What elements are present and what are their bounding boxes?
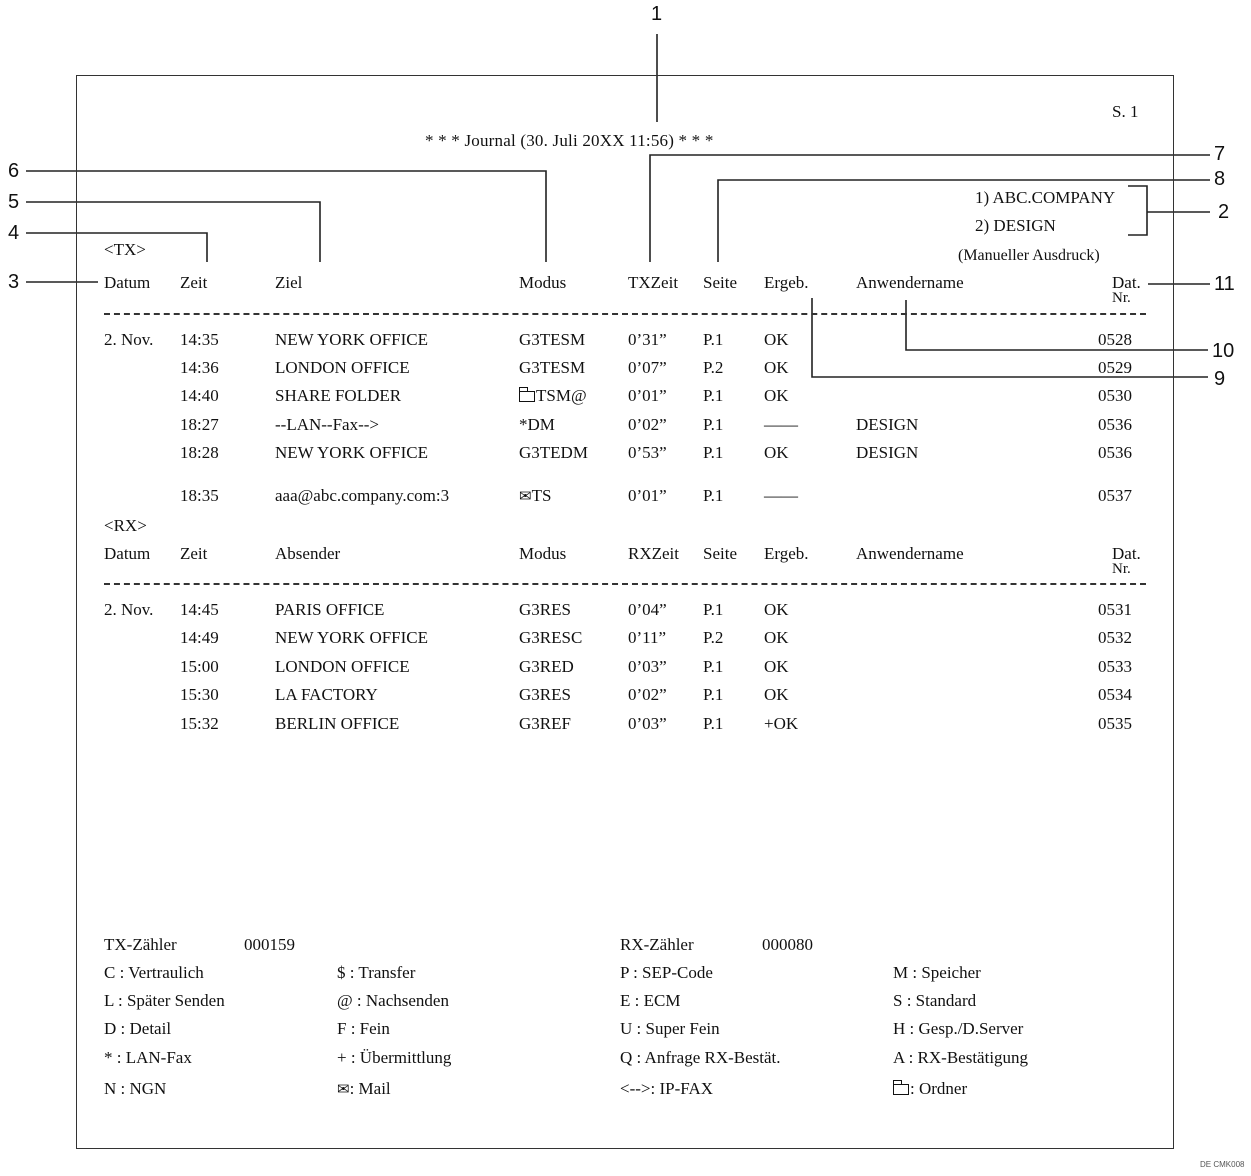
rx-header-divider — [104, 583, 1146, 585]
cell-time: 15:00 — [180, 657, 219, 676]
cell-dest: aaa@abc.company.com:3 — [275, 486, 450, 505]
cell-dest: LA FACTORY — [275, 685, 378, 704]
cell-result: +OK — [764, 714, 799, 733]
callout-5: 5 — [8, 191, 20, 213]
callout-1: 1 — [651, 3, 663, 25]
cell-file-no: 0531 — [1098, 600, 1132, 619]
cell-dest: SHARE FOLDER — [275, 386, 402, 405]
legend-item — [893, 1048, 1028, 1068]
cell-mode: G3TESM — [519, 358, 586, 377]
cell-dur: 0’31” — [628, 330, 667, 349]
cell-dur: 0’02” — [628, 415, 667, 434]
cell-dur: 0’04” — [628, 600, 667, 619]
rx-header-page: Seite — [703, 544, 737, 563]
folder-icon — [519, 391, 535, 402]
callout-2: 2 — [1218, 201, 1230, 223]
legend-item — [337, 1079, 391, 1100]
rx-counter-value: 000080 — [762, 935, 813, 954]
cell-time: 14:35 — [180, 330, 219, 349]
cell-file-no: 0536 — [1098, 415, 1132, 434]
cell-dest: NEW YORK OFFICE — [275, 443, 429, 462]
legend-item-label: + : Übermittlung — [337, 1048, 452, 1067]
tx-counter-value: 000159 — [244, 935, 295, 954]
cell-mode: G3RES — [519, 600, 571, 619]
cell-page: P.1 — [703, 386, 724, 405]
tx-header-time: Zeit — [180, 273, 208, 292]
cell-page: P.1 — [703, 600, 724, 619]
cell-file-no: 0534 — [1098, 685, 1132, 704]
callout-4: 4 — [8, 222, 20, 244]
legend-item — [104, 1048, 192, 1068]
cell-time: 14:49 — [180, 628, 219, 647]
cell-date: 2. Nov. — [104, 600, 154, 619]
tx-header-date: Datum — [104, 273, 151, 292]
tx-header-file-no-2: Nr. — [1112, 290, 1131, 306]
cell-mode: *DM — [519, 415, 555, 434]
legend-item — [104, 991, 225, 1011]
cell-time: 14:40 — [180, 386, 219, 405]
cell-mode: G3RED — [519, 657, 574, 676]
callout-8: 8 — [1214, 168, 1226, 190]
cell-time: 18:35 — [180, 486, 219, 505]
legend-item — [337, 991, 449, 1011]
cell-dest: NEW YORK OFFICE — [275, 628, 429, 647]
legend-item-label: A : RX-Bestätigung — [893, 1048, 1029, 1067]
legend-item-label: U : Super Fein — [620, 1019, 720, 1038]
legend-item-label: N : NGN — [104, 1079, 167, 1098]
cell-dest: --LAN--Fax--> — [275, 415, 379, 434]
cell-page: P.1 — [703, 443, 724, 462]
cell-result: —— — [764, 415, 798, 434]
cell-time: 18:27 — [180, 415, 219, 434]
cell-page: P.2 — [703, 358, 724, 377]
cell-user: DESIGN — [856, 415, 919, 434]
legend-item-label: S : Standard — [893, 991, 977, 1010]
cell-mode — [519, 386, 587, 406]
cell-time: 18:28 — [180, 443, 219, 462]
cell-dur: 0’53” — [628, 443, 667, 462]
cell-file-no: 0535 — [1098, 714, 1132, 733]
tx-header-page: Seite — [703, 273, 737, 292]
callout-7: 7 — [1214, 143, 1226, 165]
user-info-2: 2) DESIGN — [975, 216, 1056, 235]
legend-item-label: C : Vertraulich — [104, 963, 204, 982]
cell-page: P.1 — [703, 486, 724, 505]
legend-item — [893, 991, 976, 1011]
cell-mode: G3TESM — [519, 330, 586, 349]
legend-item-label: F : Fein — [337, 1019, 390, 1038]
tx-header-user: Anwendername — [856, 273, 964, 292]
cell-dur: 0’03” — [628, 657, 667, 676]
legend-item — [337, 1048, 451, 1068]
tx-header-file-no: Dat. — [1112, 273, 1141, 292]
rx-header-user: Anwendername — [856, 544, 964, 563]
cell-time: 14:45 — [180, 600, 219, 619]
cell-page: P.1 — [703, 714, 724, 733]
cell-result: OK — [764, 358, 789, 377]
legend-item-label: M : Speicher — [893, 963, 981, 982]
cell-page: P.1 — [703, 657, 724, 676]
cell-mode: G3RES — [519, 685, 571, 704]
rx-header-file-no-2: Nr. — [1112, 561, 1131, 577]
cell-file-no: 0537 — [1098, 486, 1132, 505]
cell-dur: 0’01” — [628, 486, 667, 505]
legend-item — [104, 1019, 171, 1039]
rx-header-dest: Absender — [275, 544, 341, 563]
legend-item — [893, 963, 981, 983]
legend-item-label: L : Später Senden — [104, 991, 225, 1010]
user-info-1: 1) ABC.COMPANY — [975, 188, 1116, 207]
mail-icon: ✉ — [519, 489, 532, 505]
cell-dur: 0’11” — [628, 628, 667, 647]
callout-3: 3 — [8, 271, 20, 293]
legend-item — [337, 963, 415, 983]
legend-item — [620, 1079, 713, 1099]
legend-item-label: : Ordner — [910, 1079, 968, 1098]
cell-dest: BERLIN OFFICE — [275, 714, 400, 733]
legend-item-label: @ : Nachsenden — [337, 991, 449, 1010]
cell-dest: LONDON OFFICE — [275, 358, 410, 377]
cell-result: OK — [764, 657, 789, 676]
legend-item — [893, 1019, 1023, 1039]
callout-6: 6 — [8, 160, 20, 182]
mail-icon: ✉ — [337, 1082, 350, 1098]
legend-item — [620, 1048, 781, 1068]
cell-page: P.1 — [703, 685, 724, 704]
legend-item — [104, 1079, 166, 1099]
rx-header-file-no: Dat. — [1112, 544, 1141, 563]
cell-page: P.1 — [703, 415, 724, 434]
tx-header-mode: Modus — [519, 273, 567, 292]
cell-result: OK — [764, 443, 789, 462]
cell-file-no: 0529 — [1098, 358, 1132, 377]
cell-mode-text: TS — [531, 486, 552, 505]
cell-dur: 0’02” — [628, 685, 667, 704]
legend-item-label: <-->: IP-FAX — [620, 1079, 713, 1098]
footer-code: DE CMK008 — [1200, 1160, 1245, 1169]
cell-dur: 0’03” — [628, 714, 667, 733]
legend-item — [620, 963, 713, 983]
cell-result: OK — [764, 386, 789, 405]
rx-counter-label: RX-Zähler — [620, 935, 694, 954]
cell-file-no: 0533 — [1098, 657, 1132, 676]
cell-mode: G3RESC — [519, 628, 583, 647]
legend-item-label: $ : Transfer — [337, 963, 416, 982]
legend-item — [620, 1019, 720, 1039]
tx-counter-label: TX-Zähler — [104, 935, 177, 954]
page-label: S. 1 — [1112, 102, 1139, 121]
rx-header-result: Ergeb. — [764, 544, 809, 563]
legend-item-label: D : Detail — [104, 1019, 172, 1038]
cell-file-no: 0530 — [1098, 386, 1132, 405]
cell-dest: NEW YORK OFFICE — [275, 330, 429, 349]
callout-10: 10 — [1212, 340, 1235, 362]
cell-result: OK — [764, 600, 789, 619]
cell-dest: LONDON OFFICE — [275, 657, 410, 676]
cell-page: P.2 — [703, 628, 724, 647]
cell-time: 14:36 — [180, 358, 219, 377]
rx-header-dur: RXZeit — [628, 544, 679, 563]
legend-item-label: Q : Anfrage RX-Bestät. — [620, 1048, 781, 1067]
cell-time: 15:30 — [180, 685, 219, 704]
tx-header-result: Ergeb. — [764, 273, 809, 292]
tx-header-divider — [104, 313, 1146, 315]
cell-user: DESIGN — [856, 443, 919, 462]
cell-file-no: 0532 — [1098, 628, 1132, 647]
tx-header-dur: TXZeit — [628, 273, 679, 292]
legend-item — [620, 991, 680, 1011]
print-mode: (Manueller Ausdruck) — [958, 247, 1100, 264]
cell-result: OK — [764, 330, 789, 349]
rx-header-mode: Modus — [519, 544, 567, 563]
cell-mode-text: TSM@ — [536, 386, 587, 405]
tx-header-dest: Ziel — [275, 273, 303, 292]
callout-9: 9 — [1214, 368, 1226, 390]
tx-section-label: <TX> — [104, 240, 146, 259]
legend-item-label: : Mail — [349, 1079, 391, 1098]
cell-date: 2. Nov. — [104, 330, 154, 349]
cell-result: —— — [764, 486, 798, 505]
cell-mode — [519, 486, 551, 506]
cell-dest: PARIS OFFICE — [275, 600, 385, 619]
legend-item-label: * : LAN-Fax — [104, 1048, 192, 1067]
legend-item-label: P : SEP-Code — [620, 963, 713, 982]
cell-page: P.1 — [703, 330, 724, 349]
journal-title: * * * Journal (30. Juli 20XX 11:56) * * * — [425, 131, 714, 150]
cell-dur: 0’07” — [628, 358, 667, 377]
rx-section-label: <RX> — [104, 516, 147, 535]
legend-item-label: E : ECM — [620, 991, 681, 1010]
cell-mode: G3REF — [519, 714, 571, 733]
cell-mode: G3TEDM — [519, 443, 588, 462]
cell-file-no: 0528 — [1098, 330, 1132, 349]
cell-result: OK — [764, 628, 789, 647]
legend-item — [104, 963, 204, 983]
folder-icon — [893, 1084, 909, 1095]
rx-header-date: Datum — [104, 544, 151, 563]
rx-header-time: Zeit — [180, 544, 208, 563]
cell-result: OK — [764, 685, 789, 704]
cell-time: 15:32 — [180, 714, 219, 733]
legend-item — [337, 1019, 390, 1039]
legend-item-label: H : Gesp./D.Server — [893, 1019, 1024, 1038]
cell-file-no: 0536 — [1098, 443, 1132, 462]
callout-11: 11 — [1214, 273, 1235, 295]
journal-report-frame — [76, 75, 1174, 1149]
legend-item — [893, 1079, 967, 1099]
cell-dur: 0’01” — [628, 386, 667, 405]
